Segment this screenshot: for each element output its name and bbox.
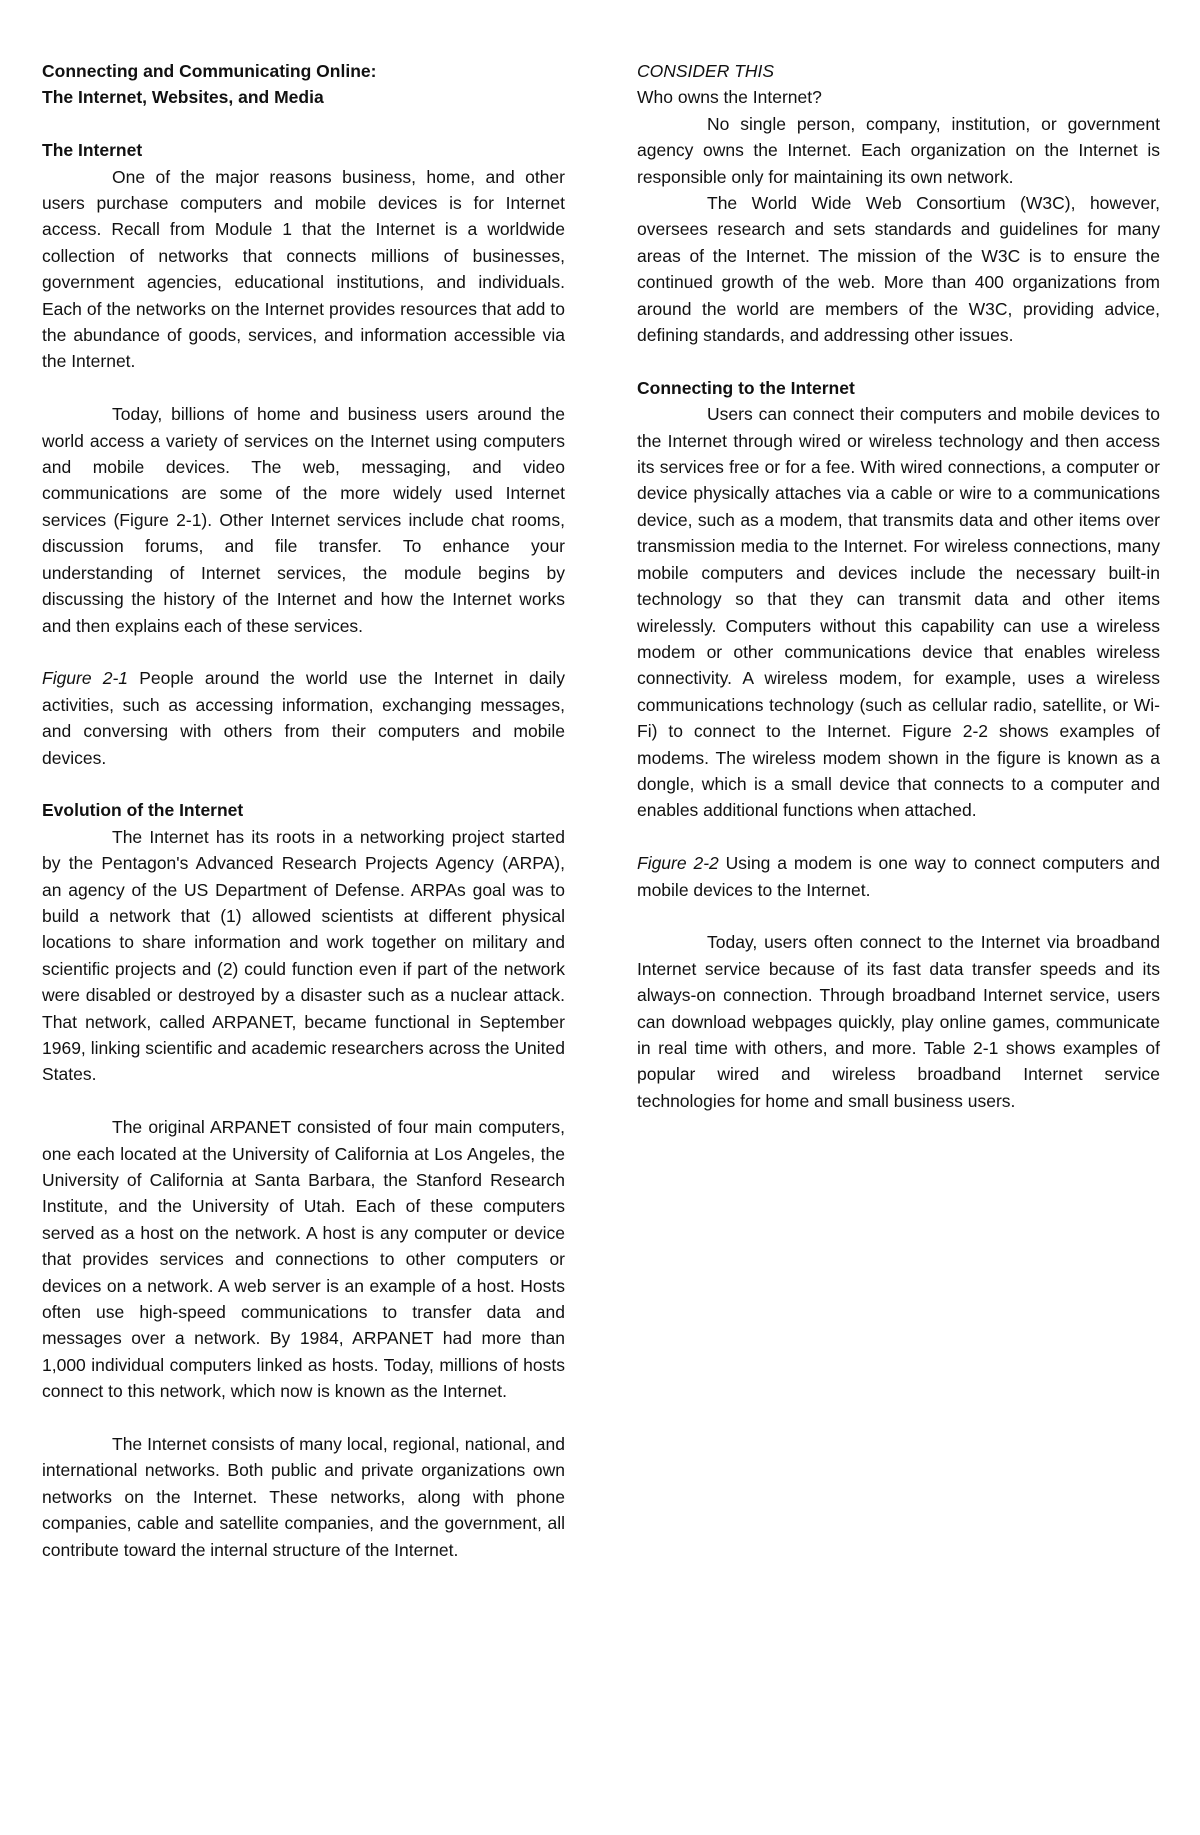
- figure-2-1-label: Figure 2-1: [42, 668, 129, 689]
- figure-2-2-text: Using a modem is one way to connect computers and mobile devices to the Internet.: [637, 853, 1160, 900]
- figure-2-1-text: People around the world use the Internet in daily activities, such as accessing information, exchanging messages, and conversing with others from their computers and mobile devices.: [42, 668, 565, 768]
- spacer: [42, 1088, 565, 1114]
- figure-2-2-caption: [637, 850, 1160, 903]
- right-column: [637, 58, 1160, 1114]
- consider-this-question: Who owns the Internet?: [637, 87, 822, 108]
- left-column: [42, 58, 565, 1563]
- internet-paragraph-1: One of the major reasons business, home, and other users purchase computers and mobile devices is for Internet access. Recall from Module 1 that the Internet is a worldwide collection of networks that connects millions of businesses, government agencies, educational institutions, and individuals. Each of the networks on the Internet provides resources that add to the abundance of goods, services, and information accessible via the Internet.: [42, 166, 565, 372]
- spacer: [42, 639, 565, 665]
- section-heading-evolution: Evolution of the Internet: [42, 800, 244, 821]
- internet-paragraph-2: Today, billions of home and business users around the world access a variety of services on the Internet using computers and mobile devices. The web, messaging, and video communications are some of the more widely used Internet services (Figure 2-1). Other Internet services include chat rooms, discussion forums, and file transfer. To enhance your understanding of Internet services, the module begins by discussing the history of the Internet and how the Internet works and then explains each of these services.: [42, 404, 565, 636]
- consider-paragraph-1: No single person, company, institution, or government agency owns the Internet. Each organization on the Internet is responsible only for maintaining its own network.: [637, 113, 1160, 187]
- evolution-paragraph-3: The Internet consists of many local, regional, national, and international networks. Both public and private organizations own networks on the Internet. These networks, along with phone companies, cable and satellite companies, and the government, all contribute toward the internal structure of the Internet.: [42, 1434, 565, 1560]
- section-heading-connecting: Connecting to the Internet: [637, 377, 855, 398]
- consider-this-label: CONSIDER THIS: [637, 61, 775, 81]
- spacer: [42, 1405, 565, 1431]
- document-title-line-1: Connecting and Communicating Online:: [42, 61, 377, 81]
- figure-2-2-label: Figure 2-2: [637, 853, 719, 874]
- consider-paragraph-2: The World Wide Web Consortium (W3C), however, oversees research and sets standards and guidelines for many areas of the Internet. The mission of the W3C is to ensure the continued growth of the web. More than 400 organizations from around the world are members of the W3C, providing advice, defining standards, and addressing other issues.: [637, 193, 1160, 346]
- spacer: [42, 375, 565, 401]
- spacer: [637, 903, 1160, 929]
- section-heading-internet: The Internet: [42, 140, 143, 161]
- spacer: [637, 348, 1160, 374]
- connecting-paragraph-1: Users can connect their computers and mobile devices to the Internet through wired or wireless technology and then access its services free or for a fee. With wired connections, a computer or device physically attaches via a cable or wire to a communications device, such as a modem, that transmits data and other items over transmission media to the Internet. For wireless connections, many mobile computers and devices include the necessary built-in technology so that they can transmit data and other items wirelessly. Computers without this capability can use a wireless modem or other communications device that enables wireless connectivity. A wireless modem, for example, uses a wireless communications technology (such as cellular radio, satellite, or Wi-Fi) to connect to the Internet. Figure 2-2 shows examples of modems. The wireless modem shown in the figure is known as a dongle, which is a small device that connects to a computer and enables additional functions when attached.: [637, 404, 1160, 821]
- spacer: [42, 771, 565, 797]
- spacer: [42, 111, 565, 137]
- spacer: [637, 824, 1160, 850]
- evolution-paragraph-1: The Internet has its roots in a networking project started by the Pentagon's Advanced Research Projects Agency (ARPA), an agency of the US Department of Defense. ARPAs goal was to build a network that (1) allowed scientists at different physical locations to share information and work together on military and scientific projects and (2) could function even if part of the network were disabled or destroyed by a disaster such as a nuclear attack. That network, called ARPANET, became functional in September 1969, linking scientific and academic researchers across the United States.: [42, 826, 565, 1085]
- connecting-paragraph-2: Today, users often connect to the Internet via broadband Internet service because of its fast data transfer speeds and its always-on connection. Through broadband Internet service, users can download webpages quickly, play online games, communicate in real time with others, and more. Table 2-1 shows examples of popular wired and wireless broadband Internet service technologies for home and small business users.: [637, 932, 1160, 1111]
- document-title-line-2: The Internet, Websites, and Media: [42, 87, 324, 108]
- evolution-paragraph-2: The original ARPANET consisted of four main computers, one each located at the University of California at Los Angeles, the University of California at Santa Barbara, the Stanford Research Institute, and the University of Utah. Each of these computers served as a host on the network. A host is any computer or device that provides services and connections to other computers or devices on a network. A web server is an example of a host. Hosts often use high-speed communications to transfer data and messages over a network. By 1984, ARPANET had more than 1,000 individual computers linked as hosts. Today, millions of hosts connect to this network, which now is known as the Internet.: [42, 1117, 565, 1402]
- figure-2-1-caption: [42, 665, 565, 771]
